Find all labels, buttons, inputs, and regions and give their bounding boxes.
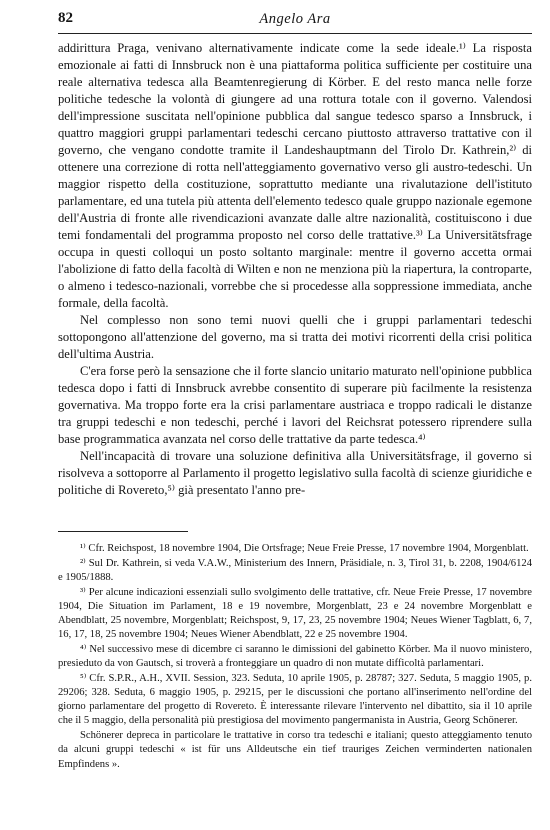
footnote-4: ⁴⁾ Nel successivo mese di dicembre ci saranno le dimissioni del gabinetto Körber. Ma il nuovo ministero, presieduto da von Gautsch, si troverà a fronteggiare un quadro di non mutate difficoltà parlamentari. bbox=[58, 643, 532, 670]
footnote-3: ³⁾ Per alcune indicazioni essenziali sullo svolgimento delle trattative, cfr. Neue Freie Presse, 17 novembre 1904, Die Situation im Parlament, 18 e 19 novembre, Morgenblatt, 23 e 24 novembre Morgenblatt e Abendblatt, 25 novembre, Morgenblatt; Reichspost, 9, 17, 23, 25 novembre 1904; Neues Wiener Tagblatt, 6, 7, 16, 17, 18, 25 novembre 1904; Neues Wiener Abendblatt, 22 e 25 novembre 1904. bbox=[58, 586, 532, 641]
page-number: 82 bbox=[58, 10, 73, 26]
running-head: Angelo Ara bbox=[259, 11, 331, 27]
paragraph-2: Nel complesso non sono temi nuovi quelli che i gruppi parlamentari tedeschi sottopongono all'attenzione del governo, ma si tratta dei motivi ricorrenti della crisi politica dell'ultima Austria. bbox=[58, 313, 532, 361]
footnote-2: ²⁾ Sul Dr. Kathrein, si veda V.A.W., Ministerium des Innern, Präsidiale, n. 3, Tirol 31, b. 2208, 1904/6124 e 1905/1888. bbox=[58, 557, 532, 583]
footnote-5-continued: Schönerer depreca in particolare le trattative in corso tra tedeschi e italiani; questo atteggiamento tenuto da alcuni gruppi tedeschi « ist für uns Alldeutsche ein tief trauriges Zeichen verminderten nationalen Empfindens ». bbox=[58, 730, 532, 770]
paragraph-4: Nell'incapacità di trovare una soluzione definitiva alla Universitätsfrage, il governo si risolveva a sottoporre al Parlamento il progetto legislativo sulla facoltà di scienze giuridiche e politiche di Rovereto,⁵⁾ già presentato l'anno pre- bbox=[58, 449, 532, 497]
header-rule bbox=[58, 33, 532, 34]
paragraph-1: addirittura Praga, venivano alternativamente indicate come la sede ideale.¹⁾ La risposta emozionale ai fatti di Innsbruck non è una piattaforma politica sufficiente per costituire una reale alternativa tedesca alla Beamtenregierung di Körber. E del resto manca nelle forze politiche tedesche la volontà di giungere ad una rottura totale con il governo. Valendosi dell'impressione suscitata nell'opinione pubblica dal sangue tedesco sparso a Innsbruck, i quattro maggiori gruppi parlamentari tedeschi cercano piuttosto attraverso trattative con il governo, che vengano condotte tramite il Landeshauptmann del Tirolo Dr. Kathrein,²⁾ di ottenere una correzione di rotta nell'atteggiamento governativo verso gli austro-tedeschi. Un maggior rispetto della costituzione, soprattutto mediante una rivalutazione dell'istituto parlamentare, ed una tutela più attenta dell'elemento tedesco quale gruppo nazionale egemone dell'Austria di fronte alle rivendicazioni avanzate dalle altre nazionalità, costituiscono i due temi fondamentali del programma proposto nel corso delle trattative.³⁾ La Universitätsfrage occupa in questi colloqui un posto soltanto marginale: mentre il governo accetta ormai l'abolizione di fatto della facoltà di Wilten e non ne menziona più la riapertura, la controparte, o almeno i tedesco-nazionali, vorrebbe che si procedesse alla soppressione immediata, anche formale, della facoltà. bbox=[58, 41, 532, 310]
main-text bbox=[58, 40, 532, 499]
footnote-5: ⁵⁾ Cfr. S.P.R., A.H., XVII. Session, 323. Seduta, 10 aprile 1905, p. 28787; 327. Seduta, 5 maggio 1905, p. 29206; 328. Seduta, 6 maggio 1905, p. 29215, per le discussioni che portano all'inserimento nell'ordine del giorno parlamentare del progetto di Rovereto. È interessante rilevare l'intervento nel dibattito, sia il 10 aprile che il 5 maggio, della personalità più prestigiosa del movimento pangermanista in Austria, Georg Schönerer. bbox=[58, 672, 532, 727]
footnote-1: ¹⁾ Cfr. Reichspost, 18 novembre 1904, Die Ortsfrage; Neue Freie Presse, 17 novembre 1904, Morgenblatt. bbox=[80, 543, 529, 554]
footnote-rule bbox=[58, 531, 188, 532]
footnotes bbox=[58, 542, 532, 772]
page-header bbox=[58, 10, 532, 32]
paragraph-3: C'era forse però la sensazione che il forte slancio unitario maturato nell'opinione pubblica tedesca dopo i fatti di Innsbruck avrebbe consentito di superare più facilmente la resistenza governativa. Ma troppo forte era la crisi parlamentare austriaca e troppo radicali le distanze tra gruppi tedeschi e non tedeschi, perché i lavori del Reichsrat potessero riprendere sulla base programmatica avanzata nel corso delle trattative da parte tedesca.⁴⁾ bbox=[58, 364, 532, 446]
